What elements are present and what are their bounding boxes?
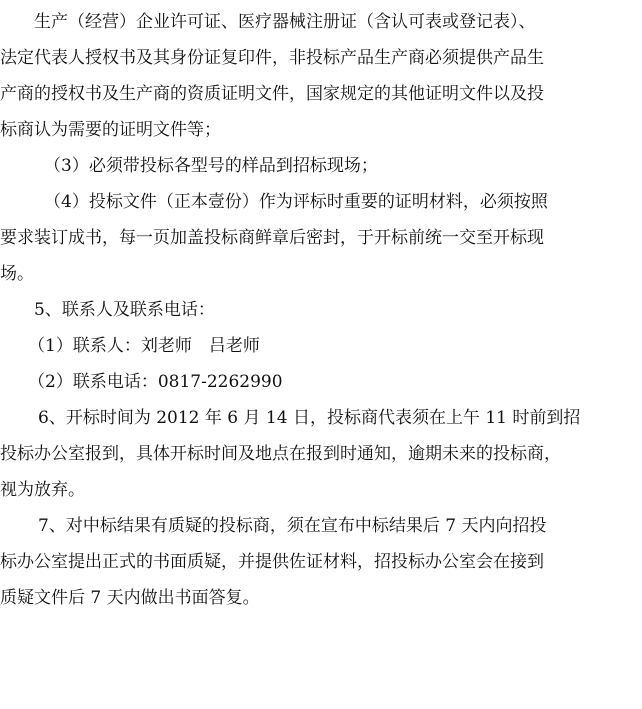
text-line: （4）投标文件（正本壹份）作为评标时重要的证明材料，必须按照 <box>44 192 548 212</box>
text-line: 生产（经营）企业许可证、医疗器械注册证（含认可表或登记表）、 <box>34 12 536 32</box>
text-line: 要求装订成书，每一页加盖投标商鲜章后密封，于开标前统一交至开标现 <box>0 228 544 248</box>
paragraph-bid-document-binding <box>0 184 642 292</box>
text-line: 标办公室提出正式的书面质疑，并提供佐证材料，招投标办公室会在接到 <box>0 552 544 572</box>
text-line: 产商的授权书及生产商的资质证明文件，国家规定的其他证明文件以及投 <box>0 84 544 104</box>
text-line: 视为放弃。 <box>0 480 85 500</box>
heading-contact-info <box>0 292 642 328</box>
text-line: 7、对中标结果有质疑的投标商，须在宣布中标结果后 7 天内向招投 <box>38 516 547 536</box>
text-line: 法定代表人授权书及其身份证复印件，非投标产品生产商必须提供产品生 <box>0 48 544 68</box>
text-line: 5、联系人及联系电话： <box>34 300 215 320</box>
paragraph-opening-time <box>0 400 642 508</box>
text-line: 投标办公室报到，具体开标时间及地点在报到时通知，逾期未来的投标商， <box>0 444 561 464</box>
text-line: （3）必须带投标各型号的样品到招标现场； <box>44 156 378 176</box>
text-line: 质疑文件后 7 天内做出书面答复。 <box>0 588 260 608</box>
contact-phone <box>0 364 642 400</box>
text-line: 标商认为需要的证明文件等； <box>0 120 221 140</box>
paragraph-license-requirements <box>0 4 642 148</box>
paragraph-sample-requirement <box>0 148 642 184</box>
text-line: （1）联系人：刘老师 吕老师 <box>28 336 260 356</box>
contact-person <box>0 328 642 364</box>
text-line: 6、开标时间为 2012 年 6 月 14 日，投标商代表须在上午 11 时前到招 <box>38 408 581 428</box>
text-line: （2）联系电话：0817-2262990 <box>28 372 283 392</box>
paragraph-objection-procedure <box>0 508 642 616</box>
text-line: 场。 <box>0 264 34 284</box>
